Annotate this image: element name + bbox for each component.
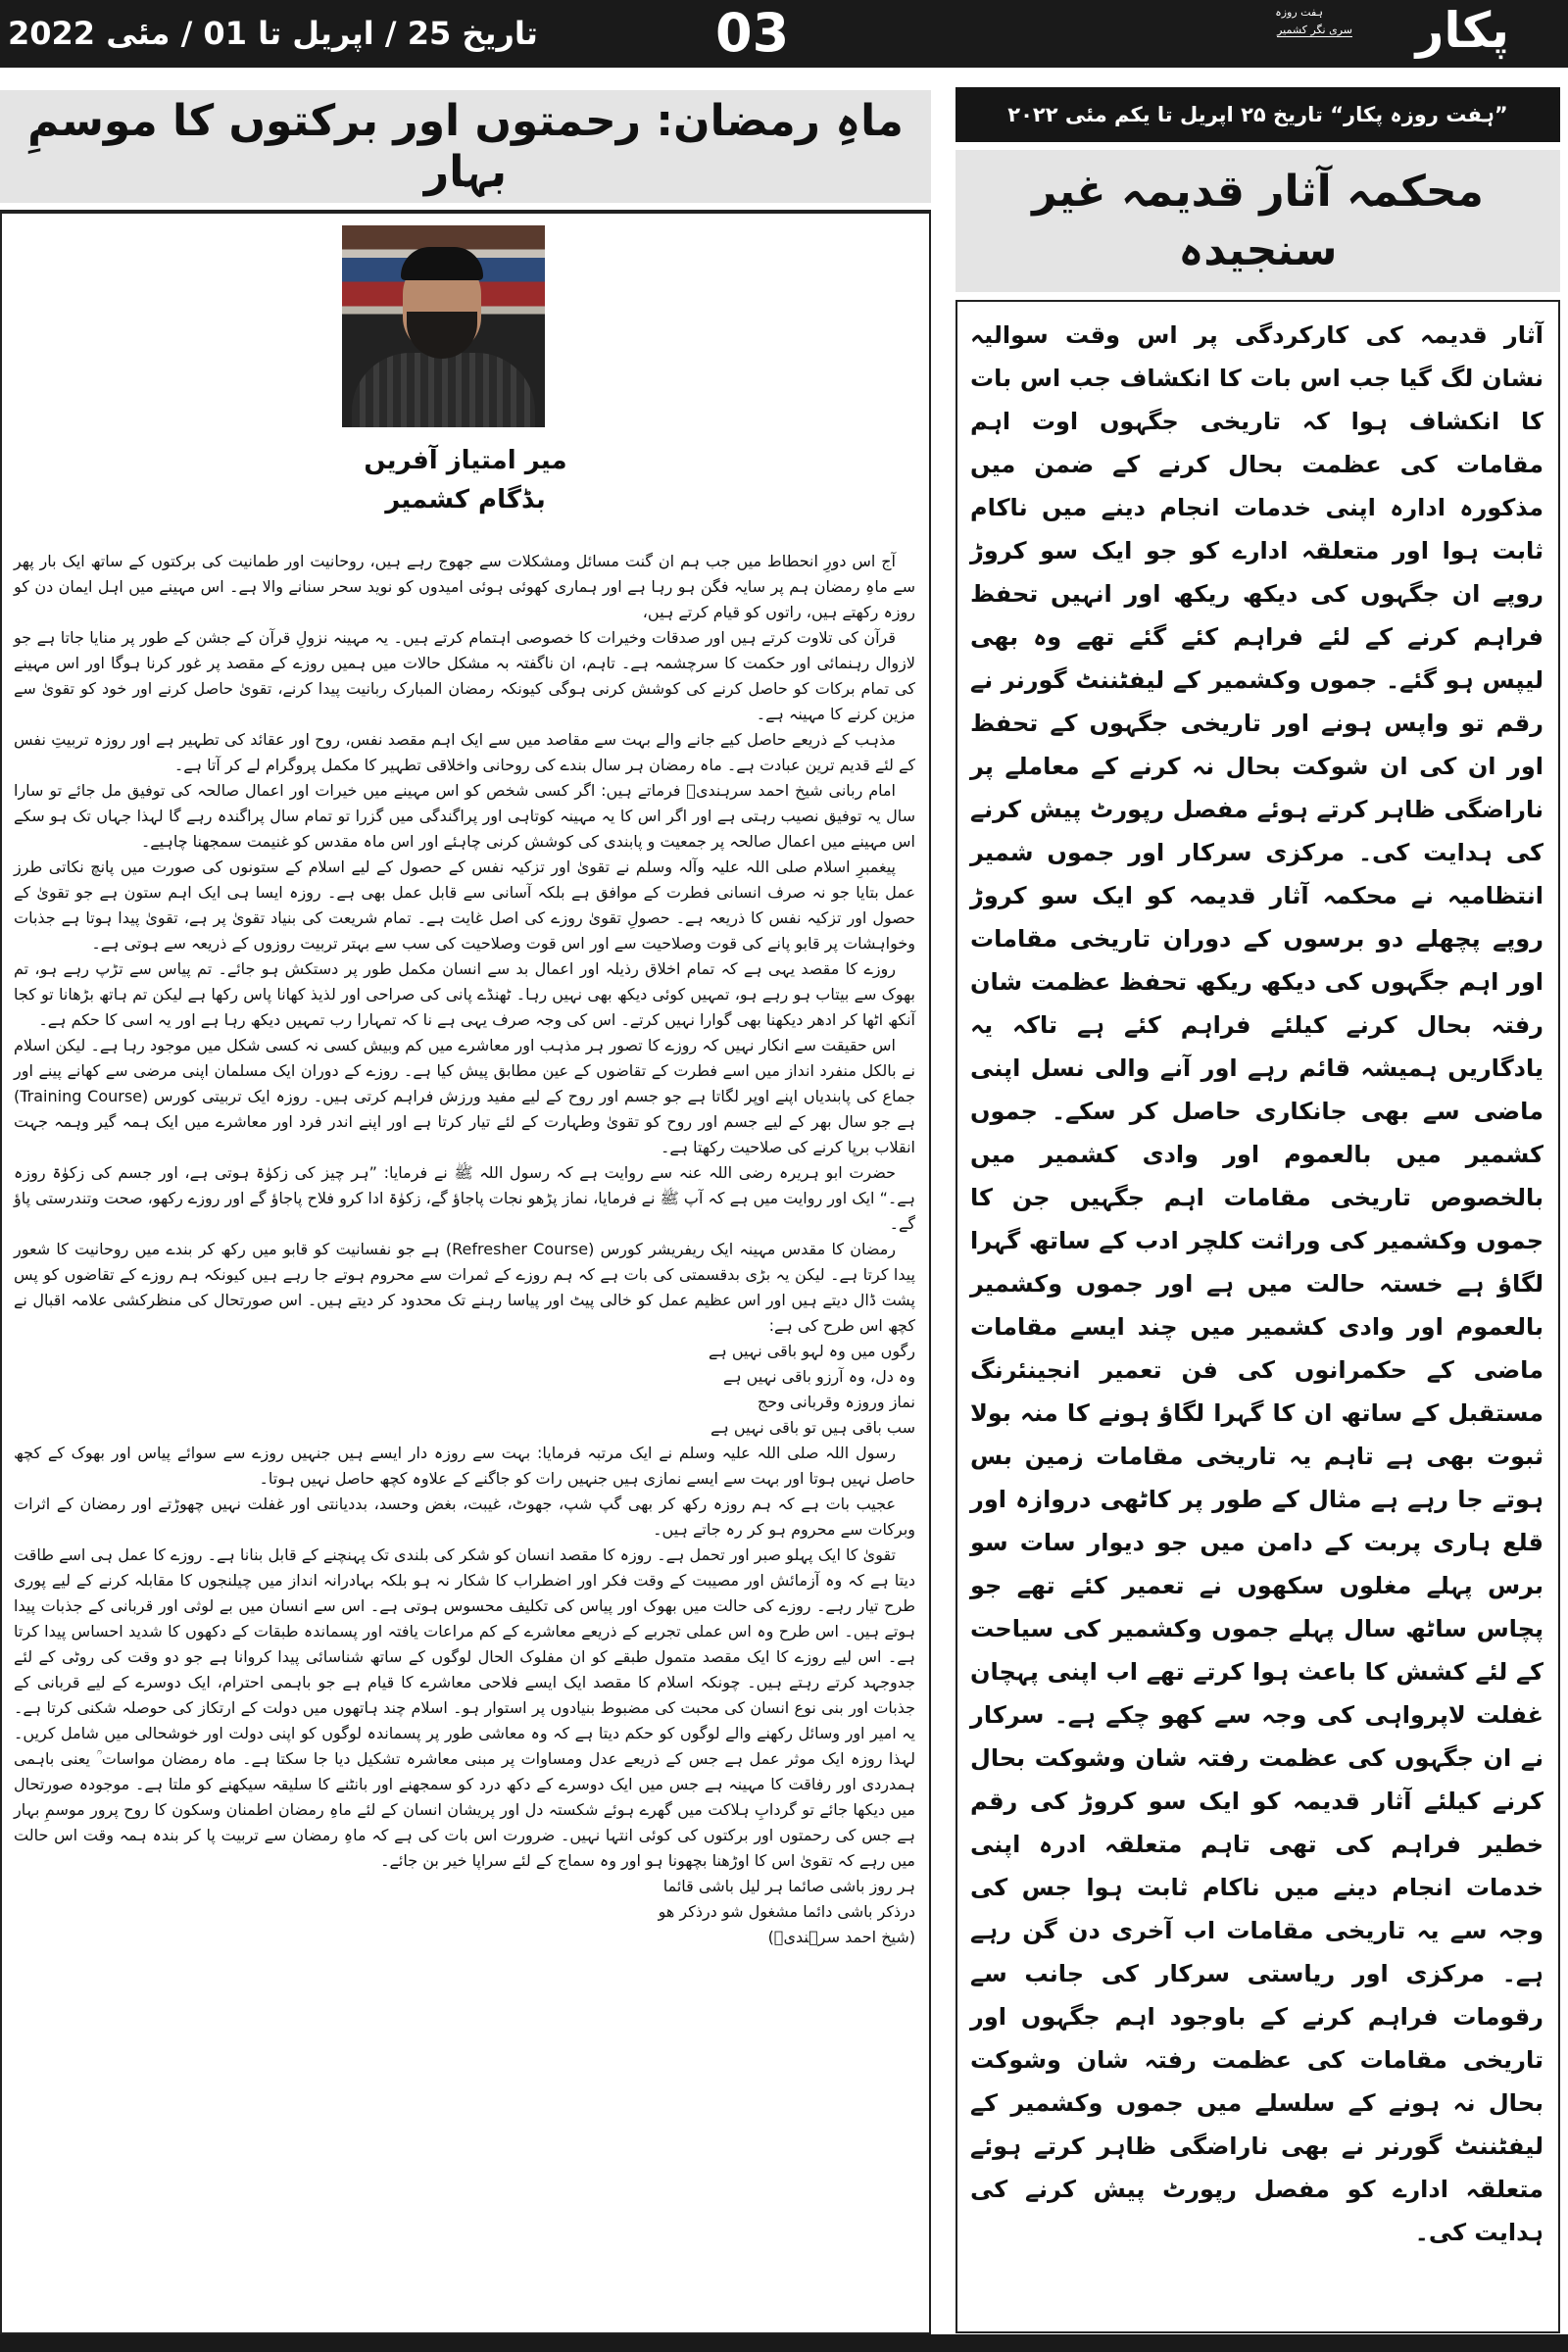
issue-date: تاریخ 25 / اپریل تا 01 / مئی 2022 (8, 15, 538, 52)
right-issue-banner (956, 87, 1560, 142)
page-number: 03 (715, 2, 790, 64)
paragraph: قرآن کی تلاوت کرتے ہیں اور صدقات وخیرات کا خصوصی اہتمام کرتے ہیں۔ یہ مہینہ نزولِ قرآن کے جشن کے طور پر منایا جاتا ہے جو لازوال رہنمائی اور حکمت کا سرچشمہ ہے۔ تاہم، ان ناگفتہ بہ مشکل حالات میں ہمیں روزے کے مقصد پر غور کرنا ہوگا اور اس مہینے کی تمام برکات کو حاصل کرنے کی کوشش کرنی ہوگی کیونکہ رمضان المبارک ربانیت پیدا کرنے، تقویٰ حاصل کرنے اور خود کو تقویٰ سے مزین کرنے کا مہینہ ہے۔ (14, 628, 915, 723)
paragraph: پیغمبرِ اسلام صلی اللہ علیہ وآلہ وسلم نے تقویٰ اور تزکیہ نفس کے حصول کے لیے اسلام کے ستونوں کی صورت میں پانچ نکاتی طرز عمل بتایا جو نہ صرف انسانی فطرت کے موافق ہے بلکہ آسانی سے قابل عمل بھی ہے۔ روزہ ایسا ہی ایک اہم ستون ہے جو تقویٰ کے حصول اور تزکیہ نفس کا ذریعہ ہے۔ حصولِ تقویٰ روزے کی اصل غایت ہے۔ تمام شریعت کی بنیاد تقویٰ پر ہے، تقویٰ پیدا ہوتا ہے جذبات وخواہشات پر قابو پانے کی قوت وصلاحیت سے اور اس قوت وصلاحیت کی سب سے بہتر تربیت روزوں کے ذریعہ سے ہوتی ہے۔ (14, 858, 915, 953)
logo-tag: ہفت روزہ (1275, 6, 1323, 19)
newspaper-logo (1196, 2, 1519, 65)
left-article-headline-box (0, 90, 931, 203)
left-article-headline: ماہِ رمضان: رحمتوں اور برکتوں کا موسمِ بہار (27, 95, 904, 197)
paragraph: آج اس دورِ انحطاط میں جب ہم ان گنت مسائل ومشکلات سے جھوج رہے ہیں، روحانیت اور طمانیت کی برکتوں کے ساتھ ایک بار پھر سے ماہِ رمضان ہم پر سایہ فگن ہو رہا ہے اور ہماری کھوئی ہوئی امیدوں کو نوید سحر سنانے والا ہے۔ اس مہینے میں اہل ایمان دن کو روزہ رکھتے ہیں، راتوں کو قیام کرتے ہیں، (14, 552, 915, 621)
footer-bar (0, 2334, 1568, 2352)
paragraph: مذہب کے ذریعے حاصل کیے جانے والے بہت سے مقاصد میں سے ایک اہم مقصد نفس، روح اور عقائد کی تطہیر ہے اور روزہ تربیتِ نفس کے لئے قدیم ترین عبادت ہے۔ ماہ رمضان ہر سال بندے کی روحانی واخلاقی تطہیر کا مکمل پروگرام لے کر آتا ہے۔ (14, 730, 915, 774)
author-name: میر امتیاز آفریں (364, 446, 567, 475)
verse-line: رگوں میں وہ لہو باقی نہیں ہے (709, 1342, 915, 1360)
verse-line: وہ دل، وہ آرزو باقی نہیں ہے (722, 1367, 915, 1386)
paragraph: روزے کا مقصد یہی ہے کہ تمام اخلاق رذیلہ اور اعمال بد سے انسان مکمل طور پر دستکش ہو جائے۔ تم پیاس سے تڑپ رہے ہو، تم بھوک سے بیتاب ہو رہے ہو، تمہیں کوئی دیکھ بھی نہیں رہا۔ ٹھنڈے پانی کی صراحی اور لذیذ کھانا پاس رکھا ہے لیکن تم ہاتھ بڑھانا تو کجا آنکھ اٹھا کر ادھر دیکھنا بھی گوارا نہیں کرتے۔ اس کی وجہ صرف یہی ہے نا کہ تمہارا رب تمہیں دیکھ رہا ہے اور یہ اسی کا حکم ہے۔ (14, 959, 915, 1029)
verse-line: سب باقی ہیں تو باقی نہیں ہے (710, 1418, 915, 1437)
paragraph: امام ربانی شیخ احمد سرہندیؒ فرماتے ہیں: اگر کسی شخص کو اس مہینے میں خیرات اور اعمال صالحہ کی توفیق مل جائے تو سارا سال یہ توفیق نصیب رہتی ہے اور اگر اس کا یہ مہینہ کوتاہی اور پراگندگی میں گزرا تو تمام سال پراگندہ رہے گا لہذا جہاں تک ہو سکے اس مہینے میں اعمال صالحہ پر جمعیت و پابندی کی کوشش کرنی چاہئے اور اس ماہ مقدس کو غنیمت سمجھنا چاہیے۔ (14, 781, 915, 851)
right-article-body (970, 314, 1544, 2254)
logo-name: پکار (1415, 2, 1509, 59)
closing-verse-line: درذکر باشی دائما مشغول شو درذکر ھو (658, 1902, 915, 1921)
paragraph: حضرت ابو ہریرہ رضی اللہ عنہ سے روایت ہے کہ رسول اللہ ﷺ نے فرمایا: ”ہر چیز کی زکوٰۃ ہوتی ہے، اور جسم کی زکوٰۃ روزہ ہے۔“ ایک اور روایت میں ہے کہ آپ ﷺ نے فرمایا، نماز پڑھو نجات پاجاؤ گے، زکوٰۃ ادا کرو فلاح پاجاؤ گے اور روزے رکھو، صحت وتندرستی پاؤ گے۔ (14, 1163, 915, 1233)
author-location: بڈگام کشمیر (385, 485, 546, 514)
verse-line: نماز وروزہ وقربانی وحج (757, 1393, 915, 1411)
paragraph: اس حقیقت سے انکار نہیں کہ روزے کا تصور ہر مذہب اور معاشرے میں کم وبیش کسی نہ کسی شکل میں موجود رہا ہے۔ لیکن اسلام نے بالکل منفرد انداز میں اسے فطرت کے تقاضوں کے عین مطابق پیش کیا ہے۔ روزے کے دوران ایک مسلمان اپنی مرضی سے کھانے پینے اور جماع کی پابندیاں اپنے اوپر لگاتا ہے جو جسم اور روح کے لیے مفید ورزش فراہم کرتی ہیں۔ روزہ ایک تربیتی کورس (Training Course) ہے جو سال بھر کے لیے جسم اور روح کو تقویٰ وطہارت کے لئے تیار کرتا ہے اور اپنے اندر فرد اور معاشرے میں ایک ہمہ گیر وہمہ جہت انقلاب برپا کرنے کی صلاحیت رکھتا ہے۔ (14, 1036, 915, 1156)
right-article-headline-box (956, 150, 1560, 292)
author-photo (342, 225, 545, 427)
left-article-body (14, 549, 915, 1950)
paragraph: رسول اللہ صلی اللہ علیہ وسلم نے ایک مرتبہ فرمایا: بہت سے روزہ دار ایسے ہیں جنہیں روزے سے سوائے پیاس اور بھوک کے کچھ حاصل نہیں ہوتا اور بہت سے ایسے نمازی ہیں جنہیں رات کو جاگنے کے علاوہ کچھ حاصل نہیں ہوتا۔ (14, 1444, 915, 1488)
logo-city: سری نگر کشمیر (1277, 24, 1352, 36)
closing-verse-line: ہر روز باشی صائما ہر لیل باشی قائما (662, 1877, 915, 1895)
paragraph: آثار قدیمہ کی کارکردگی پر اس وقت سوالیہ نشان لگ گیا جب اس بات کا انکشاف جب اس بات کا انکشاف ہوا کہ تاریخی جگہوں اوت اہم مقامات کی عظمت بحال کرنے کے ضمن میں مذکورہ ادارہ اپنی خدمات انجام دینے میں ناکام ثابت ہوا اور متعلقہ ادارے کو جو ایک سو کروڑ روپے ان جگہوں کی دیکھ ریکھ اور انہیں تحفظ فراہم کرنے کے لئے فراہم کئے گئے تھے وہ بھی لیپس ہو گئے۔ جموں وکشمیر کے لیفٹننٹ گورنر نے رقم تو واپس ہونے اور تاریخی جگہوں کے تحفظ اور ان کی ان شوکت بحال نہ کرنے کے معاملے پر ناراضگی ظاہر کرتے ہوئے مفصل رپورٹ پیش کرنے کی ہدایت کی۔ مرکزی سرکار اور جموں شمیر انتظامیہ نے محکمہ آثار قدیمہ کو ایک سو کروڑ روپے پچھلے دو برسوں کے دوران تاریخی مقامات اور اہم جگہوں کی دیکھ ریکھ تحفظ عظمت شان رفتہ بحال کرنے کیلئے فراہم کئے ہے تاکہ یہ یادگاریں ہمیشہ قائم رہے اور آنے والی نسل اپنی ماضی سے بھی جانکاری حاصل کر سکے۔ جموں کشمیر میں بالعموم اور وادی کشمیر میں بالخصوص تاریخی مقامات اہم جگہیں جن کا جموں وکشمیر کی وراثت کلچر ادب کے ساتھ گہرا لگاؤ ہے خستہ حالت میں ہے اور جموں وکشمیر بالعموم اور وادی کشمیر میں چند ایسے مقامات ماضی کے حکمرانوں کی فن تعمیر انجینئرنگ مستقبل کے ساتھ ان کا گہرا لگاؤ ہونے کا منہ بولا ثبوت بھی ہے تاہم یہ تاریخی مقامات زمین بس ہوتے جا رہے ہے مثال کے طور پر کاٹھی دروازہ اور قلع ہاری پربت کے دامن میں جو دیوار سات سو برس پہلے مغلوں سکھوں نے تعمیر کئے تھے جو پچاس ساٹھ سال پہلے جموں وکشمیر کی سیاحت کے لئے کشش کا باعث ہوا کرتے تھے اب اپنی پہچان غفلت لاپرواہی کی وجہ سے کھو چکے ہے۔ سرکار نے ان جگہوں کی عظمت رفتہ شان وشوکت بحال کرنے کیلئے آثار قدیمہ کو ایک سو کروڑ کی رقم خطیر فراہم کی تھی تاہم متعلقہ ادرہ اپنی خدمات انجام دینے میں ناکام ثابت ہوا جس کی وجہ سے یہ تاریخی مقامات اب آخری دن گن رہے ہے۔ مرکزی اور ریاستی سرکار کی جانب سے رقومات فراہم کرنے کے باوجود اہم جگہوں اور تاریخی مقامات کی عظمت رفتہ شان وشوکت بحال نہ ہونے کے سلسلے میں جموں وکشمیر کے لیفٹننٹ گورنر نے بھی ناراضگی ظاہر کرتے ہوئے متعلقہ ادارے کو مفصل رپورٹ پیش کرنے کی ہدایت کی۔ (970, 321, 1544, 2246)
right-article-headline: محکمہ آثار قدیمہ غیر سنجیدہ (1032, 166, 1484, 275)
closing-attribution: (شیخ احمد سرہندیؒ) (767, 1928, 915, 1946)
paragraph: رمضان کا مقدس مہینہ ایک ریفریشر کورس (Refresher Course) ہے جو نفسانیت کو قابو میں رکھ کر بندے میں روحانیت کا شعور پیدا کرتا ہے۔ لیکن یہ بڑی بدقسمتی کی بات ہے کہ ہم روزے کے ثمرات سے محروم ہوتے جا رہے ہیں کیونکہ ہم روزے کے تقاضوں کو پس پشت ڈال دیتے ہیں اور اس عظیم عمل کو خالی پیٹ اور پیاسا رہنے تک محدود کر دیتے ہیں۔ اس صورتحال کی منظرکشی علامہ اقبال نے کچھ اس طرح کی ہے: (14, 1240, 915, 1335)
paragraph: عجیب بات ہے کہ ہم روزہ رکھ کر بھی گپ شپ، جھوٹ، غیبت، بغض وحسد، بددیانتی اور غفلت نہیں چھوڑتے اور رمضان کے اثرات وبرکات سے محروم ہو کر رہ جاتے ہیں۔ (14, 1494, 915, 1539)
right-banner-text: ”ہفت روزہ پکار“ تاریخ ۲۵ اپریل تا یکم مئی ۲۰۲۲ (1007, 103, 1508, 126)
paragraph: تقویٰ کا ایک پہلو صبر اور تحمل ہے۔ روزہ کا مقصد انسان کو شکر کی بلندی تک پہنچنے کے قابل بنانا ہے۔ روزے کا عمل ہی اسے طاقت دیتا ہے کہ وہ آزمائش اور مصیبت کے وقت فکر اور اضطراب کا شکار نہ ہو بلکہ بہادرانہ انداز میں چیلنجوں کا مقابلہ کرنے کے لیے پوری طرح تیار رہے۔ روزے کی حالت میں بھوک اور پیاس کی تکلیف محسوس ہوتی ہے۔ اس سے انسان میں بے لوثی اور قربانی کے جذبات پیدا ہوتے ہیں۔ اس طرح وہ اس عملی تجربے کے ذریعے معاشرے کے کم مراعات یافتہ اور پسماندہ طبقات کے دکھوں کا شدید احساس پیدا کرتا ہے۔ اس لیے روزے کا ایک مقصد متمول طبقے کو ان مفلوک الحال لوگوں کے ساتھ شناسائی پیدا کروانا ہے جو دو وقت کی روٹی کے لئے جدوجہد کرتے رہتے ہیں۔ چونکہ اسلام کا مقصد ایک ایسے فلاحی معاشرے کا قیام ہے جو باہمی احترام، ایک دوسرے کے لیے قربانی کے جذبات اور بنی نوع انسان کی محبت کی مضبوط بنیادوں پر استوار ہو۔ اسلام چند ہاتھوں میں دولت کے ارتکاز کی حوصلہ شکنی کرتا ہے۔ یہ امیر اور وسائل رکھنے والے لوگوں کو حکم دیتا ہے کہ وہ معاشی طور پر پسماندہ لوگوں کو اپنی دولت اور خوشحالی میں شامل کریں۔ لہذا روزہ ایک موثر عمل ہے جس کے ذریعے عدل ومساوات پر مبنی معاشرہ تشکیل دیا جا سکتا ہے۔ ماہ رمضان مواسات ؒ یعنی باہمی ہمدردی اور رفاقت کا مہینہ ہے جس میں ایک دوسرے کے دکھ درد کو سمجھنے اور بانٹنے کا سلیقہ سیکھنے کو ملتا ہے۔ موجودہ صورتحال میں دیکھا جائے تو گردابِ ہلاکت میں گھرے ہوئے شکستہ دل اور پریشان انسان کے لئے ماہِ رمضان اطمنان وسکون کا روح پرور موسمِ بہار ہے جس کی رحمتوں اور برکتوں کی کوئی انتہا نہیں۔ ضرورت اس بات کی ہے کہ ماہِ رمضان سے تربیت پا کر بندہ ہمہ وقت اس حالت میں رہے کہ تقویٰ اس کا اوڑھنا بچھونا ہو اور وہ سماج کے لئے سراپا خیر بن جائے۔ (14, 1545, 916, 1870)
